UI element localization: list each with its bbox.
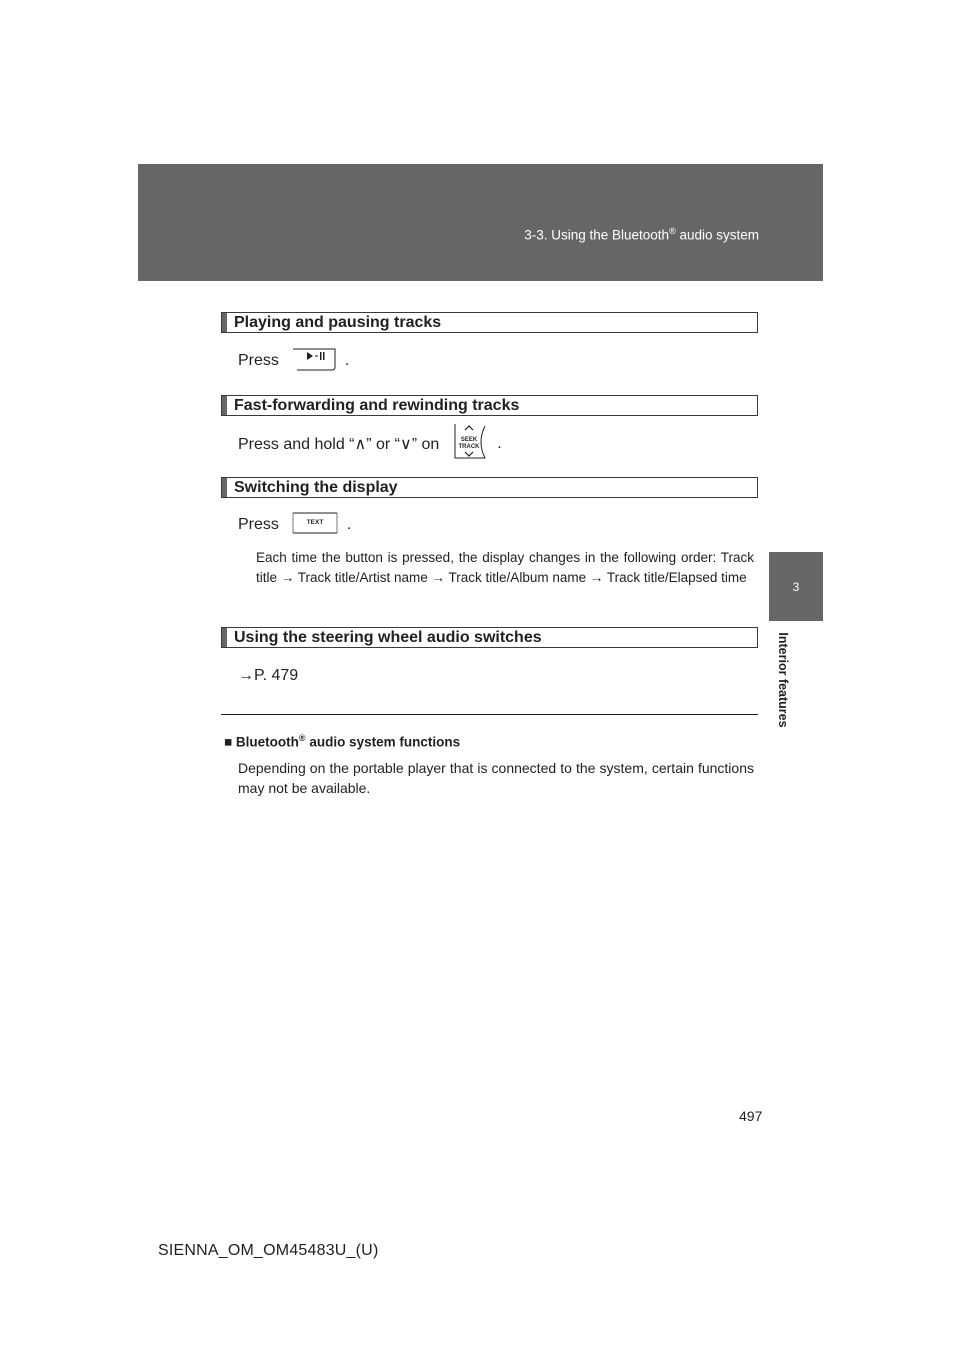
page-number: 497 — [739, 1108, 763, 1124]
chapter-label: Interior features — [776, 632, 790, 728]
section-heading-steering-switches: Using the steering wheel audio switches — [221, 627, 758, 648]
section-breadcrumb: 3-3. Using the Bluetooth® audio system — [524, 226, 759, 243]
instruction-switch-display: Press TEXT . — [238, 512, 351, 538]
play-pause-button-icon — [291, 347, 339, 376]
svg-text:TEXT: TEXT — [306, 518, 324, 526]
display-order-description: Each time the button is pressed, the display changes in the following order: Track title → Track title/Artist name → Track title/Album name → Track title/Elapsed time — [256, 550, 754, 585]
svg-text:SEEK: SEEK — [461, 436, 478, 443]
note-title: ■ Bluetooth® audio system functions — [224, 733, 461, 750]
text-button-icon — [291, 511, 341, 540]
seek-track-button-icon — [451, 422, 491, 467]
svg-text:TRACK: TRACK — [458, 443, 480, 450]
note-body: Depending on the portable player that is connected to the system, certain functions may not be available. — [238, 760, 754, 796]
chapter-number: 3 — [792, 580, 800, 594]
document-code: SIENNA_OM_OM45483U_(U) — [158, 1242, 379, 1259]
header-band — [138, 164, 823, 281]
section-heading-switch-display: Switching the display — [221, 477, 758, 498]
instruction-ff-rw: Press and hold “∧” or “∨” on SEEK TRACK . — [238, 424, 502, 464]
section-heading-ff-rw: Fast-forwarding and rewinding tracks — [221, 395, 758, 416]
page-reference-link[interactable]: →P. 479 — [238, 667, 299, 684]
instruction-play-pause: Press . — [238, 348, 349, 374]
divider — [221, 714, 758, 715]
chapter-tab — [769, 552, 823, 621]
section-heading-play-pause: Playing and pausing tracks — [221, 312, 758, 333]
